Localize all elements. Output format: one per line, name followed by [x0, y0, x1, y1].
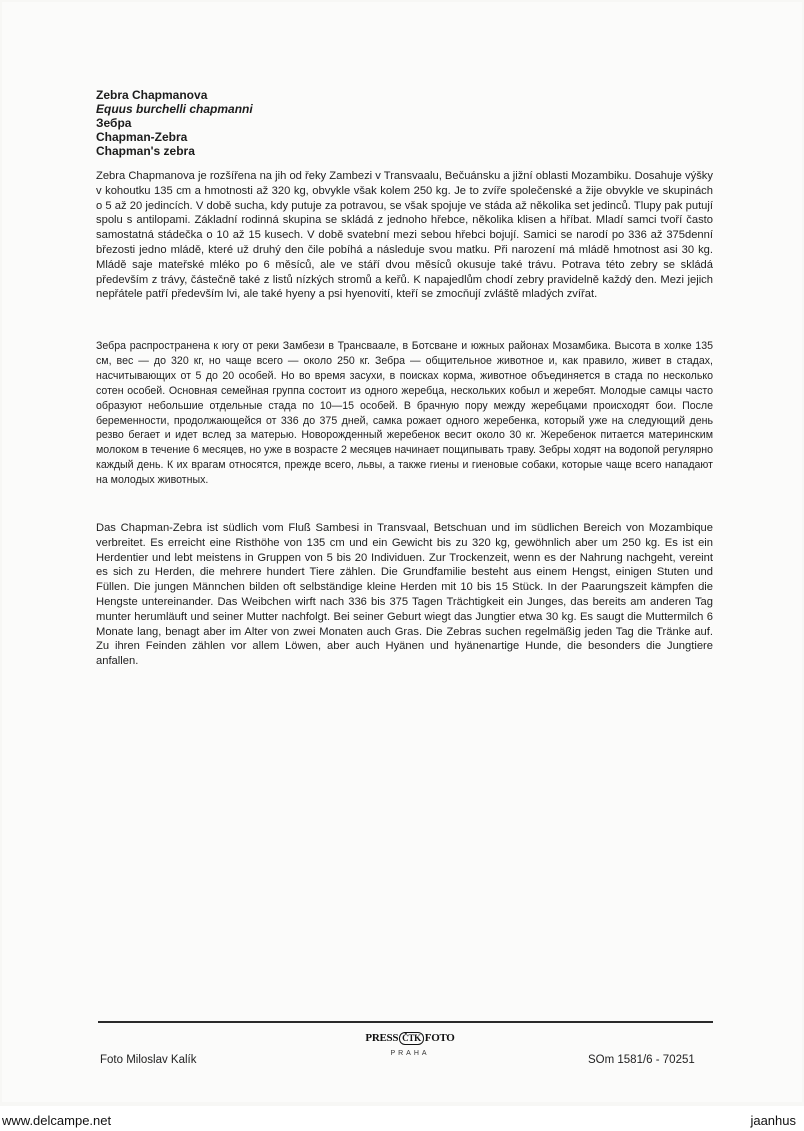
title-english: Chapman's zebra	[96, 144, 195, 158]
logo-wordmark	[364, 1031, 456, 1045]
title-latin: Equus burchelli chapmanni	[96, 102, 253, 116]
watermark-right: jaanhus	[750, 1113, 796, 1128]
paragraph-russian: Зебра распространена к югу от реки Замбези в Трансваале, в Ботсване и южных районах Мозамбика. Высота в холке 135 см, вес — до 320 кг, но чаще всего — около 250 кг. Зебра — общительное животное и, как правило, живет в стадах, насчитывающих от 5 до 20 особей. Но во время засухи, в поисках корма, животное объединяется в стада по несколько сотен особей. Основная семейная группа состоит из одного жеребца, нескольких кобыл и жеребят. Молодые самцы часто образуют небольшие отдельные стада по 10—15 особей. В брачную пору между жеребцами происходят бои. После беременности, продолжающейся от 336 до 375 дней, самка рожает одного жеребенка, который уже на следующий день резво бегает и идет вслед за матерью. Новорожденный жеребенок весит около 30 кг. Жеребенок питается материнским молоком в течение 6 месяцев, но уже в возрасте 2 месяцев начинает пощипывать траву. Зебры ходят на водопой регулярно каждый день. К их врагам относятся, прежде всего, львы, а также гиены и гиеновые собаки, которые чаще всего нападают на молодых животных.	[96, 340, 713, 487]
watermark-bar	[0, 1106, 804, 1131]
paragraph-german: Das Chapman-Zebra ist südlich vom Fluß Sambesi in Transvaal, Betschuan und im südlichen Bereich von Mozambique verbreitet. Es erreicht eine Risthöhe von 135 cm und ein Gewicht bis zu 320 kg, gewöhnlich aber um 250 kg. Es ist ein Herdentier und lebt meistens in Gruppen von 5 bis 20 Individuen. Zur Trockenzeit, wenn es der Nahrung nachgeht, vereint es sich zu Herden, die mehrere hundert Tiere zählen. Die Grundfamilie besteht aus einem Hengst, einigen Stuten und Füllen. Die jungen Männchen bilden oft selbständige kleine Herden mit 10 bis 15 Stück. In der Paarungszeit kämpfen die Hengste untereinander. Das Weibchen wirft nach 336 bis 375 Tagen Trächtigkeit ein Junges, das bereits am anderen Tag munter herumläuft und seiner Mutter nachfolgt. Bei seiner Geburt wiegt das Jungtier etwa 30 kg. Es saugt die Muttermilch 6 Monate lang, benagt aber im Alter von zwei Monaten auch Gras. Die Zebras suchen regelmäßig jeden Tag die Tränke auf. Zu ihren Feinden zählen vor allem Löwen, aber auch Hyänen und hyänenartige Hunde, die besonders die Jungtiere anfallen.	[96, 522, 713, 668]
paragraph-czech: Zebra Chapmanova je rozšířena na jih od řeky Zambezi v Transvaalu, Bečuánsku a jižní oblasti Mozambiku. Dosahuje výšky v kohoutku 135 cm a hmotnosti až 320 kg, obvykle však kolem 250 kg. Je to zvíře společenské a žije obvykle ve skupinách o 5 až 20 jedincích. V době sucha, kdy putuje za potravou, se však spojuje ve stáda až několika set jedinců. Tlupy pak putují spolu s antilopami. Základní rodinná skupina se skládá z jednoho hřebce, několika klisen a hříbat. Mladí samci tvoří často samostatná stádečka o 10 až 15 kusech. V době svatební mezi sebou hřebci bojují. Samici se narodí po 336 až 375denní březosti jedno mládě, které už druhý den čile pobíhá a následuje svou matku. Při narození má mládě hmotnost asi 30 kg. Mládě saje mateřské mléko po 6 měsíců, ale ve stáří dvou měsíců okusuje také trávu. Potrava této zebry se skládá především z trávy, částečně také z listů nízkých stromů a keřů. K napajedlům chodí zebry pravidelně každý den. Mezi jejich nepřátele patří především lvi, ale také hyeny a psi hyenovití, kteří se zmocňují zvláště mladých zvířat.	[96, 170, 713, 301]
species-names	[96, 88, 716, 158]
logo-foto: FOTO	[424, 1032, 455, 1044]
title-czech: Zebra Chapmanova	[96, 88, 208, 102]
watermark-left: www.delcampe.net	[2, 1113, 112, 1128]
divider-line	[98, 1021, 713, 1023]
press-ctk-foto-logo	[364, 1031, 456, 1063]
catalog-code: SOm 1581/6 - 70251	[588, 1054, 695, 1066]
logo-city: PRAHA	[390, 1050, 430, 1057]
photo-credit: Foto Miloslav Kalík	[100, 1054, 197, 1066]
logo-press: PRESS	[365, 1032, 399, 1044]
title-russian: Зебра	[96, 116, 132, 130]
logo-ctk-badge: ČTK	[399, 1032, 424, 1045]
title-german: Chapman-Zebra	[96, 130, 188, 144]
